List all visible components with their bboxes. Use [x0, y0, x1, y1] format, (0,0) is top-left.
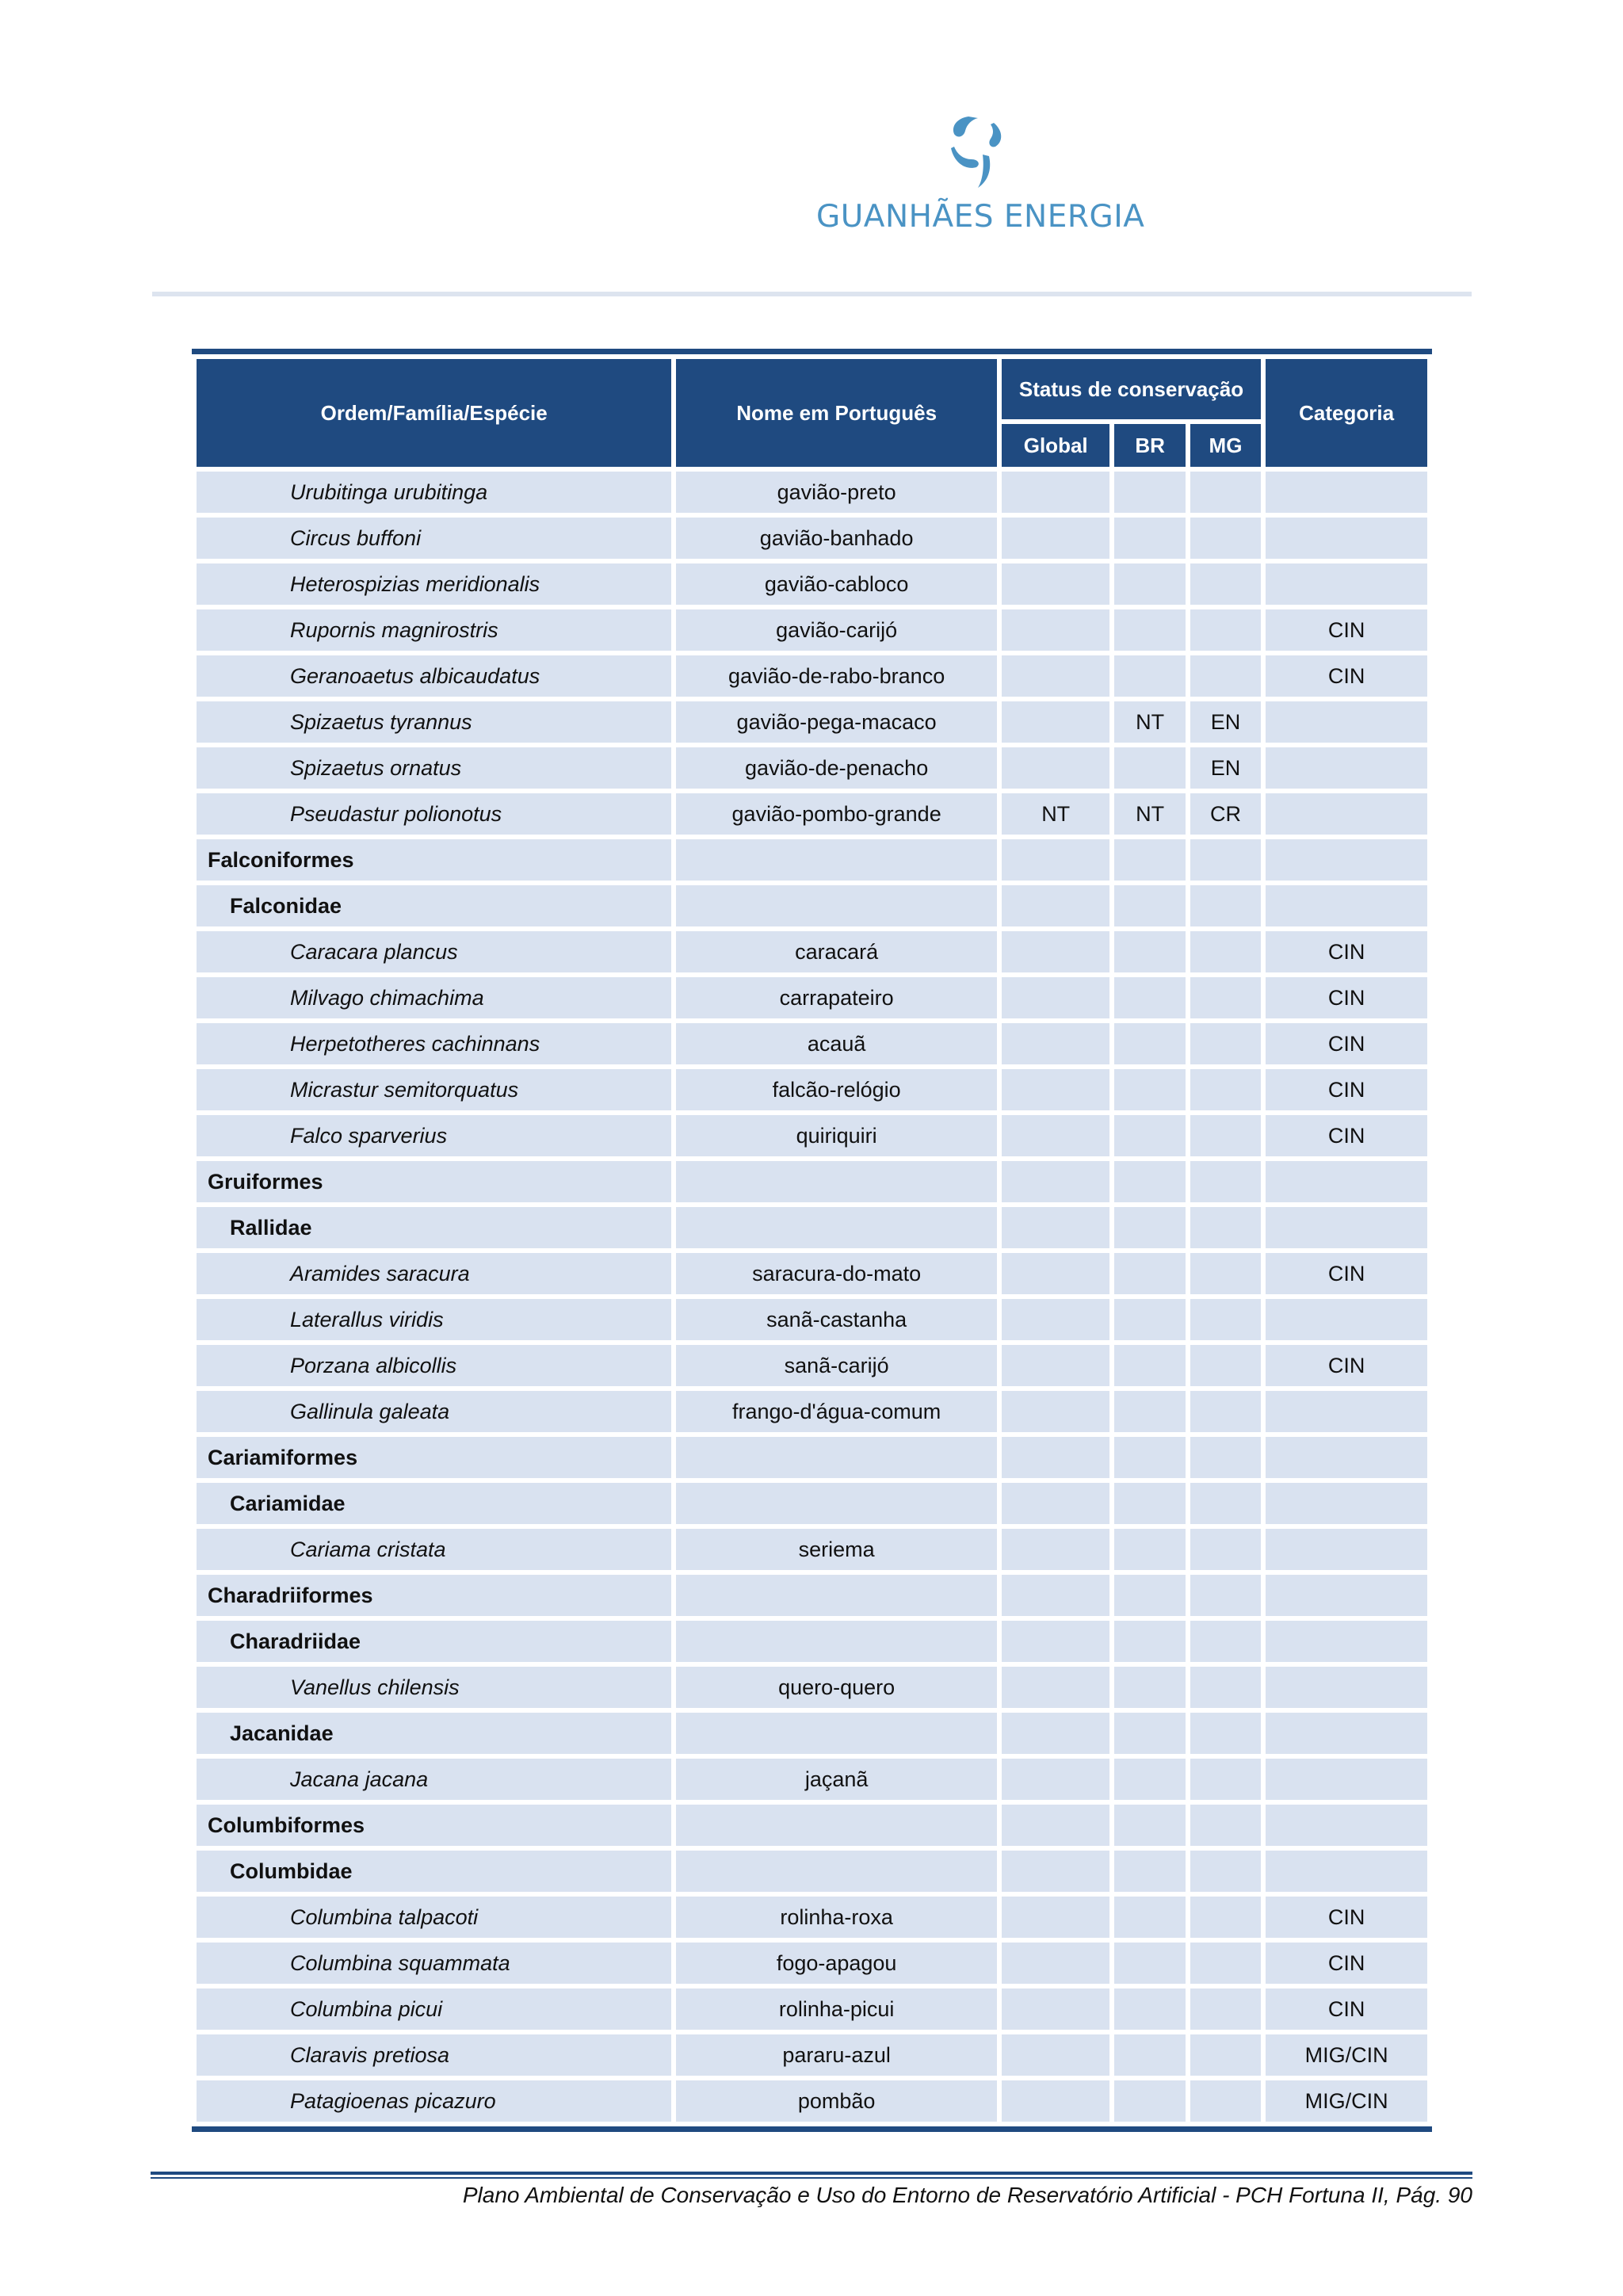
common-name: rolinha-picui — [676, 1988, 997, 2030]
status-global — [1002, 518, 1110, 559]
table-row — [197, 747, 1427, 789]
species-name: Aramides saracura — [197, 1253, 671, 1294]
status-global — [1002, 655, 1110, 697]
category — [1266, 1759, 1427, 1800]
status-mg — [1190, 1897, 1261, 1938]
common-name — [676, 1621, 997, 1662]
status-br — [1114, 1805, 1185, 1846]
header-divider — [152, 292, 1472, 296]
common-name — [676, 1575, 997, 1616]
status-mg — [1190, 655, 1261, 697]
header-mg: MG — [1190, 424, 1261, 467]
status-br — [1114, 563, 1185, 605]
status-mg — [1190, 1713, 1261, 1754]
status-global — [1002, 885, 1110, 926]
family-name: Falconidae — [197, 885, 671, 926]
table-row — [197, 977, 1427, 1018]
family-name: Charadriidae — [197, 1621, 671, 1662]
status-mg — [1190, 1299, 1261, 1340]
status-br — [1114, 1943, 1185, 1984]
category — [1266, 1851, 1427, 1892]
status-br — [1114, 1069, 1185, 1110]
table-row — [197, 1069, 1427, 1110]
status-br — [1114, 885, 1185, 926]
table-row — [197, 1759, 1427, 1800]
status-mg — [1190, 1667, 1261, 1708]
brand-name: GUANHÃES ENERGIA — [816, 199, 1145, 235]
status-br — [1114, 1437, 1185, 1478]
common-name — [676, 1713, 997, 1754]
status-br — [1114, 1575, 1185, 1616]
status-global — [1002, 1713, 1110, 1754]
status-br — [1114, 747, 1185, 789]
category — [1266, 701, 1427, 743]
status-mg — [1190, 885, 1261, 926]
status-mg — [1190, 1988, 1261, 2030]
status-global — [1002, 1575, 1110, 1616]
category — [1266, 1437, 1427, 1478]
species-name: Urubitinga urubitinga — [197, 472, 671, 513]
table-row — [197, 1897, 1427, 1938]
category — [1266, 1667, 1427, 1708]
common-name: gavião-preto — [676, 472, 997, 513]
table-row — [197, 2034, 1427, 2076]
status-mg — [1190, 839, 1261, 881]
guanhaes-swirl-icon — [927, 107, 1022, 194]
status-br: NT — [1114, 793, 1185, 835]
common-name: fogo-apagou — [676, 1943, 997, 1984]
status-br — [1114, 1988, 1185, 2030]
common-name: gavião-carijó — [676, 609, 997, 651]
status-br — [1114, 977, 1185, 1018]
category — [1266, 885, 1427, 926]
species-name: Circus buffoni — [197, 518, 671, 559]
table-row — [197, 1851, 1427, 1892]
status-br — [1114, 931, 1185, 972]
category — [1266, 1391, 1427, 1432]
status-global — [1002, 1299, 1110, 1340]
category — [1266, 1575, 1427, 1616]
order-name: Gruiformes — [197, 1161, 671, 1202]
table-row — [197, 609, 1427, 651]
table-row — [197, 1023, 1427, 1064]
table-row — [197, 1529, 1427, 1570]
category — [1266, 747, 1427, 789]
status-mg — [1190, 1759, 1261, 1800]
status-br — [1114, 1345, 1185, 1386]
status-global — [1002, 977, 1110, 1018]
common-name — [676, 1805, 997, 1846]
status-br — [1114, 1299, 1185, 1340]
table-row — [197, 1483, 1427, 1524]
status-br: NT — [1114, 701, 1185, 743]
status-br — [1114, 1391, 1185, 1432]
order-name: Columbiformes — [197, 1805, 671, 1846]
species-name: Patagioenas picazuro — [197, 2080, 671, 2122]
status-mg — [1190, 472, 1261, 513]
common-name: quiriquiri — [676, 1115, 997, 1156]
common-name: sanã-castanha — [676, 1299, 997, 1340]
status-mg — [1190, 1207, 1261, 1248]
footer-text: Plano Ambiental de Conservação e Uso do Entorno de Reservatório Artificial - PCH Fortuna II, Pág. 90 — [462, 2183, 1472, 2207]
status-mg — [1190, 1621, 1261, 1662]
common-name: falcão-relógio — [676, 1069, 997, 1110]
status-global — [1002, 747, 1110, 789]
common-name — [676, 1483, 997, 1524]
status-mg — [1190, 1069, 1261, 1110]
status-br — [1114, 472, 1185, 513]
category: CIN — [1266, 1943, 1427, 1984]
status-global — [1002, 931, 1110, 972]
status-global — [1002, 609, 1110, 651]
category: MIG/CIN — [1266, 2080, 1427, 2122]
common-name: saracura-do-mato — [676, 1253, 997, 1294]
status-br — [1114, 518, 1185, 559]
status-global — [1002, 1207, 1110, 1248]
family-name: Rallidae — [197, 1207, 671, 1248]
common-name — [676, 839, 997, 881]
status-global — [1002, 1759, 1110, 1800]
category: CIN — [1266, 1345, 1427, 1386]
common-name: frango-d'água-comum — [676, 1391, 997, 1432]
table-row — [197, 1207, 1427, 1248]
table-row — [197, 1253, 1427, 1294]
species-table-container — [192, 349, 1432, 2132]
status-br — [1114, 1667, 1185, 1708]
status-br — [1114, 609, 1185, 651]
common-name: pararu-azul — [676, 2034, 997, 2076]
common-name — [676, 1851, 997, 1892]
common-name — [676, 1207, 997, 1248]
status-mg — [1190, 1161, 1261, 1202]
table-row — [197, 793, 1427, 835]
status-mg — [1190, 931, 1261, 972]
common-name: rolinha-roxa — [676, 1897, 997, 1938]
table-row — [197, 1299, 1427, 1340]
common-name: gavião-cabloco — [676, 563, 997, 605]
species-name: Columbina picui — [197, 1988, 671, 2030]
category — [1266, 1805, 1427, 1846]
species-name: Spizaetus ornatus — [197, 747, 671, 789]
category: CIN — [1266, 1253, 1427, 1294]
category: CIN — [1266, 977, 1427, 1018]
status-global — [1002, 1023, 1110, 1064]
status-mg — [1190, 563, 1261, 605]
table-row — [197, 472, 1427, 513]
status-global — [1002, 1621, 1110, 1662]
status-global — [1002, 2080, 1110, 2122]
table-row — [197, 1713, 1427, 1754]
table-row — [197, 701, 1427, 743]
category: CIN — [1266, 609, 1427, 651]
common-name: seriema — [676, 1529, 997, 1570]
common-name: gavião-de-penacho — [676, 747, 997, 789]
status-mg: EN — [1190, 747, 1261, 789]
status-global — [1002, 1667, 1110, 1708]
header-common-name: Nome em Português — [676, 359, 997, 467]
species-name: Falco sparverius — [197, 1115, 671, 1156]
status-mg — [1190, 1345, 1261, 1386]
table-row — [197, 1345, 1427, 1386]
species-name: Claravis pretiosa — [197, 2034, 671, 2076]
status-global — [1002, 839, 1110, 881]
table-row — [197, 1988, 1427, 2030]
footer-divider-thin — [151, 2177, 1472, 2179]
table-row — [197, 1437, 1427, 1478]
common-name: gavião-de-rabo-branco — [676, 655, 997, 697]
status-global — [1002, 472, 1110, 513]
status-mg — [1190, 1253, 1261, 1294]
status-br — [1114, 839, 1185, 881]
species-name: Cariama cristata — [197, 1529, 671, 1570]
common-name — [676, 1437, 997, 1478]
species-name: Columbina talpacoti — [197, 1897, 671, 1938]
species-name: Vanellus chilensis — [197, 1667, 671, 1708]
status-global — [1002, 2034, 1110, 2076]
category — [1266, 518, 1427, 559]
species-name: Gallinula galeata — [197, 1391, 671, 1432]
status-mg — [1190, 1943, 1261, 1984]
order-name: Charadriiformes — [197, 1575, 671, 1616]
common-name: acauã — [676, 1023, 997, 1064]
status-global — [1002, 1897, 1110, 1938]
status-br — [1114, 2034, 1185, 2076]
footer-divider — [151, 2172, 1472, 2175]
common-name: gavião-pega-macaco — [676, 701, 997, 743]
category — [1266, 1299, 1427, 1340]
status-mg — [1190, 1851, 1261, 1892]
category: CIN — [1266, 655, 1427, 697]
common-name: sanã-carijó — [676, 1345, 997, 1386]
table-row — [197, 563, 1427, 605]
status-br — [1114, 2080, 1185, 2122]
table-row — [197, 518, 1427, 559]
table-row — [197, 1667, 1427, 1708]
status-global — [1002, 1253, 1110, 1294]
status-mg — [1190, 609, 1261, 651]
header-conservation-status: Status de conservação — [1002, 359, 1261, 419]
order-name: Falconiformes — [197, 839, 671, 881]
status-mg — [1190, 518, 1261, 559]
header-global: Global — [1002, 424, 1110, 467]
status-br — [1114, 1207, 1185, 1248]
table-row — [197, 1575, 1427, 1616]
table-row — [197, 1943, 1427, 1984]
status-mg — [1190, 1575, 1261, 1616]
status-global — [1002, 701, 1110, 743]
status-mg: EN — [1190, 701, 1261, 743]
status-global — [1002, 1345, 1110, 1386]
common-name: gavião-banhado — [676, 518, 997, 559]
status-global — [1002, 1115, 1110, 1156]
category — [1266, 1161, 1427, 1202]
family-name: Cariamidae — [197, 1483, 671, 1524]
status-br — [1114, 1115, 1185, 1156]
status-global — [1002, 1805, 1110, 1846]
status-mg — [1190, 1391, 1261, 1432]
status-global — [1002, 1437, 1110, 1478]
species-name: Laterallus viridis — [197, 1299, 671, 1340]
table-row — [197, 931, 1427, 972]
status-mg — [1190, 1115, 1261, 1156]
status-mg — [1190, 977, 1261, 1018]
table-row — [197, 1161, 1427, 1202]
category — [1266, 1713, 1427, 1754]
status-br — [1114, 1713, 1185, 1754]
table-row — [197, 1805, 1427, 1846]
status-br — [1114, 1851, 1185, 1892]
category: MIG/CIN — [1266, 2034, 1427, 2076]
species-name: Columbina squammata — [197, 1943, 671, 1984]
family-name: Jacanidae — [197, 1713, 671, 1754]
status-mg — [1190, 1483, 1261, 1524]
status-br — [1114, 1483, 1185, 1524]
table-row — [197, 1621, 1427, 1662]
table-row — [197, 655, 1427, 697]
common-name — [676, 1161, 997, 1202]
status-mg — [1190, 1805, 1261, 1846]
status-global — [1002, 1069, 1110, 1110]
category: CIN — [1266, 931, 1427, 972]
status-global — [1002, 1161, 1110, 1202]
status-global — [1002, 1943, 1110, 1984]
status-mg — [1190, 1437, 1261, 1478]
header-category: Categoria — [1266, 359, 1427, 467]
species-name: Micrastur semitorquatus — [197, 1069, 671, 1110]
species-name: Rupornis magnirostris — [197, 609, 671, 651]
table-row — [197, 1115, 1427, 1156]
species-name: Jacana jacana — [197, 1759, 671, 1800]
common-name: caracará — [676, 931, 997, 972]
species-name: Caracara plancus — [197, 931, 671, 972]
species-name: Herpetotheres cachinnans — [197, 1023, 671, 1064]
species-name: Milvago chimachima — [197, 977, 671, 1018]
category — [1266, 1621, 1427, 1662]
category — [1266, 793, 1427, 835]
category — [1266, 1529, 1427, 1570]
category: CIN — [1266, 1115, 1427, 1156]
species-name: Spizaetus tyrannus — [197, 701, 671, 743]
table-row — [197, 885, 1427, 926]
status-global — [1002, 563, 1110, 605]
status-br — [1114, 1759, 1185, 1800]
status-br — [1114, 1023, 1185, 1064]
category: CIN — [1266, 1897, 1427, 1938]
status-global — [1002, 1483, 1110, 1524]
status-mg — [1190, 2080, 1261, 2122]
category — [1266, 1207, 1427, 1248]
category: CIN — [1266, 1023, 1427, 1064]
company-logo — [816, 107, 1145, 235]
status-mg — [1190, 1023, 1261, 1064]
status-br — [1114, 655, 1185, 697]
category — [1266, 839, 1427, 881]
category — [1266, 1483, 1427, 1524]
common-name: pombão — [676, 2080, 997, 2122]
common-name: gavião-pombo-grande — [676, 793, 997, 835]
family-name: Columbidae — [197, 1851, 671, 1892]
common-name: jaçanã — [676, 1759, 997, 1800]
status-br — [1114, 1253, 1185, 1294]
table-row — [197, 839, 1427, 881]
category: CIN — [1266, 1069, 1427, 1110]
status-global — [1002, 1851, 1110, 1892]
table-row — [197, 2080, 1427, 2122]
species-name: Porzana albicollis — [197, 1345, 671, 1386]
order-name: Cariamiformes — [197, 1437, 671, 1478]
common-name: carrapateiro — [676, 977, 997, 1018]
table-row — [197, 1391, 1427, 1432]
status-global — [1002, 1529, 1110, 1570]
header-species: Ordem/Família/Espécie — [197, 359, 671, 467]
status-global — [1002, 1391, 1110, 1432]
status-br — [1114, 1529, 1185, 1570]
status-global — [1002, 1988, 1110, 2030]
species-name: Heterospizias meridionalis — [197, 563, 671, 605]
status-br — [1114, 1621, 1185, 1662]
category — [1266, 563, 1427, 605]
species-table — [192, 349, 1432, 2132]
common-name: quero-quero — [676, 1667, 997, 1708]
common-name — [676, 885, 997, 926]
header-br: BR — [1114, 424, 1185, 467]
status-br — [1114, 1897, 1185, 1938]
category: CIN — [1266, 1988, 1427, 2030]
status-mg — [1190, 2034, 1261, 2076]
status-mg — [1190, 1529, 1261, 1570]
status-mg: CR — [1190, 793, 1261, 835]
category — [1266, 472, 1427, 513]
species-name: Geranoaetus albicaudatus — [197, 655, 671, 697]
species-name: Pseudastur polionotus — [197, 793, 671, 835]
status-global: NT — [1002, 793, 1110, 835]
status-br — [1114, 1161, 1185, 1202]
